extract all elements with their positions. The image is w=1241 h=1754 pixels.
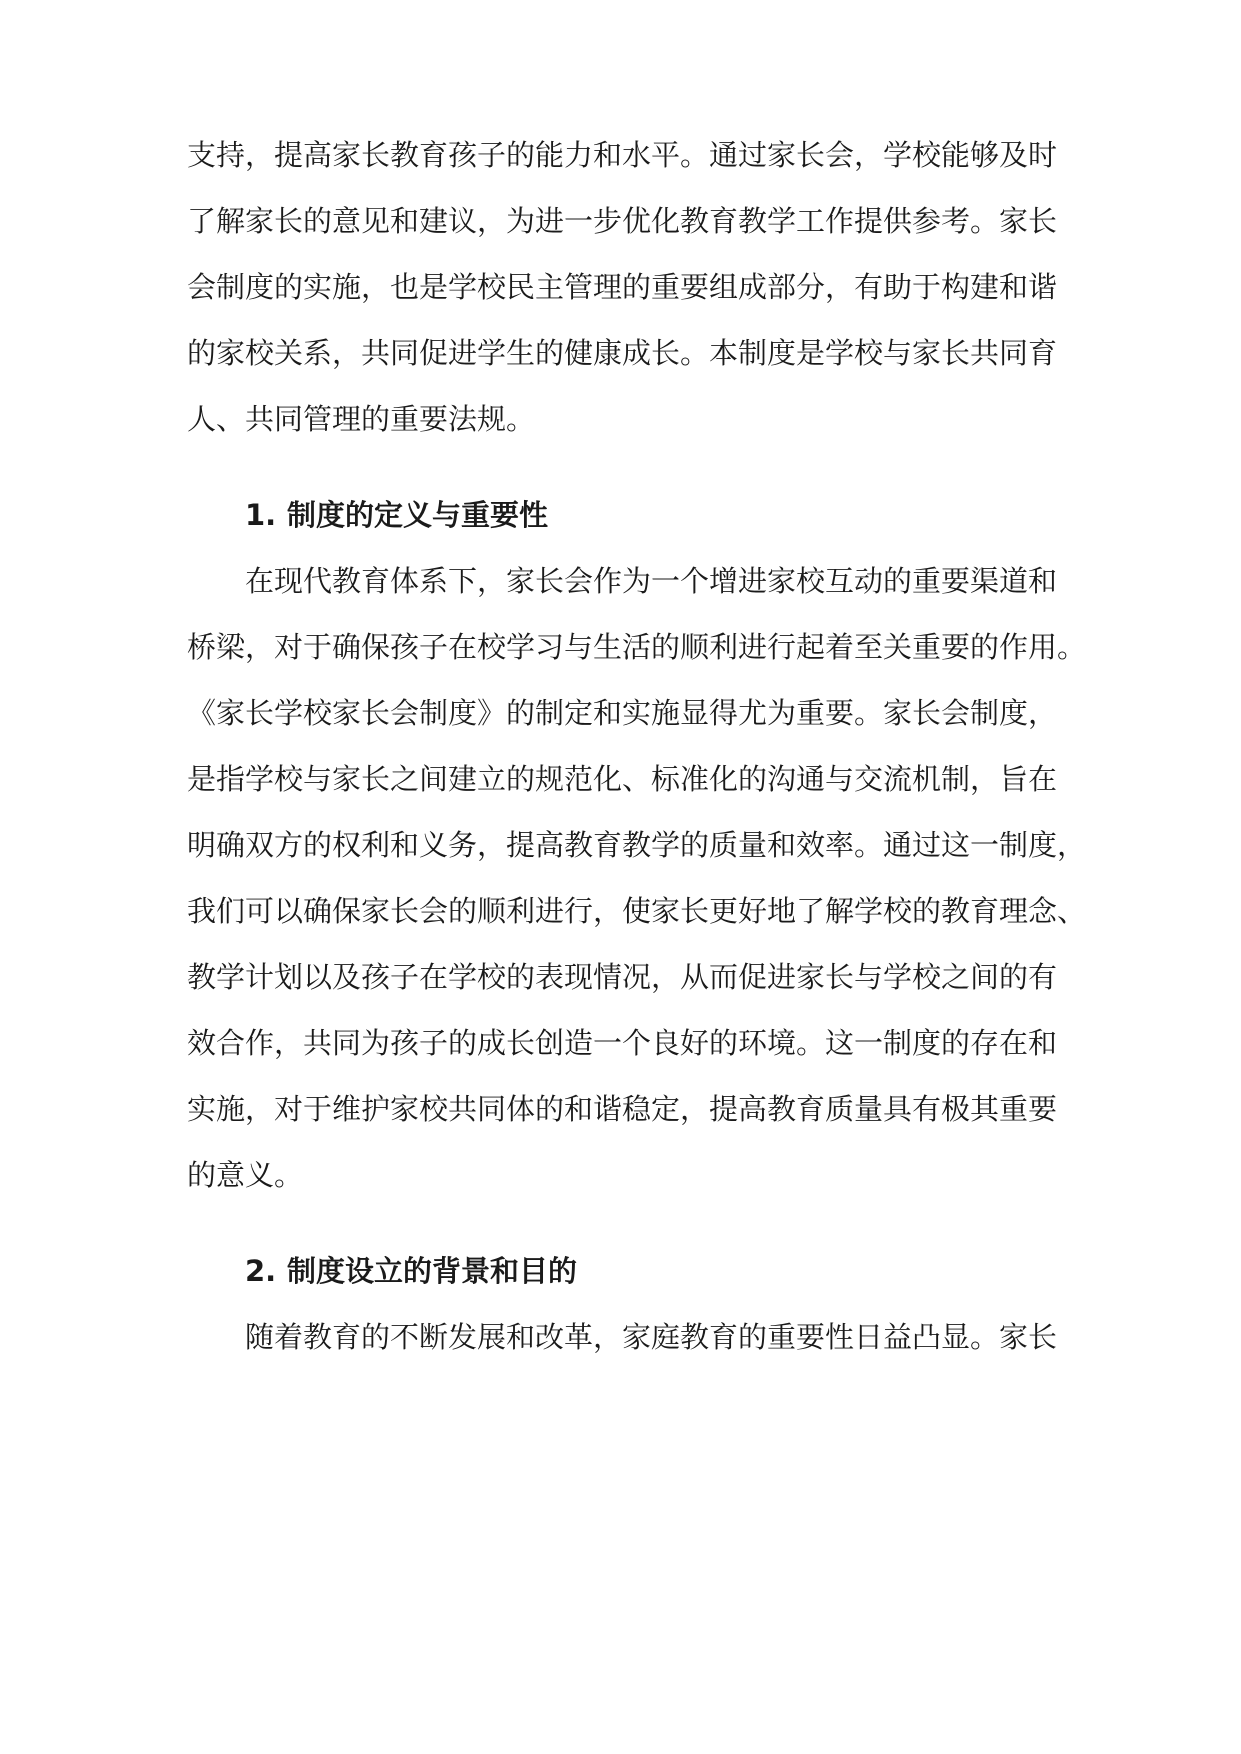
section-heading [245, 495, 548, 535]
paragraph-line: 人、共同管理的重要法规。 [187, 402, 536, 436]
section-number: 1. [245, 498, 277, 532]
section-title: 制度的定义与重要性 [287, 498, 549, 532]
paragraph-line: 了解家长的意见和建议，为进一步优化教育教学工作提供参考。家长 [187, 204, 1058, 238]
paragraph-line: 的意义。 [187, 1158, 304, 1192]
paragraph-line: 教学计划以及孩子在学校的表现情况，从而促进家长与学校之间的有 [187, 960, 1058, 994]
section-number: 2. [245, 1254, 277, 1288]
section-title: 制度设立的背景和目的 [287, 1254, 578, 1288]
section-heading [245, 1251, 577, 1291]
paragraph-line: 明确双方的权利和义务，提高教育教学的质量和效率。通过这一制度， [187, 828, 1087, 862]
paragraph-line: 《家长学校家长会制度》的制定和实施显得尤为重要。家长会制度， [187, 696, 1058, 730]
paragraph-line: 实施，对于维护家校共同体的和谐稳定，提高教育质量具有极其重要 [187, 1092, 1058, 1126]
paragraph-line: 我们可以确保家长会的顺利进行，使家长更好地了解学校的教育理念、 [187, 894, 1087, 928]
paragraph-line: 支持，提高家长教育孩子的能力和水平。通过家长会，学校能够及时 [187, 138, 1058, 172]
paragraph-line: 随着教育的不断发展和改革，家庭教育的重要性日益凸显。家长 [245, 1320, 1058, 1354]
paragraph-line: 在现代教育体系下，家长会作为一个增进家校互动的重要渠道和 [245, 564, 1058, 598]
paragraph-line: 效合作，共同为孩子的成长创造一个良好的环境。这一制度的存在和 [187, 1026, 1058, 1060]
paragraph-line: 是指学校与家长之间建立的规范化、标准化的沟通与交流机制，旨在 [187, 762, 1058, 796]
paragraph-line: 桥梁，对于确保孩子在校学习与生活的顺利进行起着至关重要的作用。 [187, 630, 1087, 664]
paragraph-line: 会制度的实施，也是学校民主管理的重要组成部分，有助于构建和谐 [187, 270, 1058, 304]
paragraph-line: 的家校关系，共同促进学生的健康成长。本制度是学校与家长共同育 [187, 336, 1058, 370]
